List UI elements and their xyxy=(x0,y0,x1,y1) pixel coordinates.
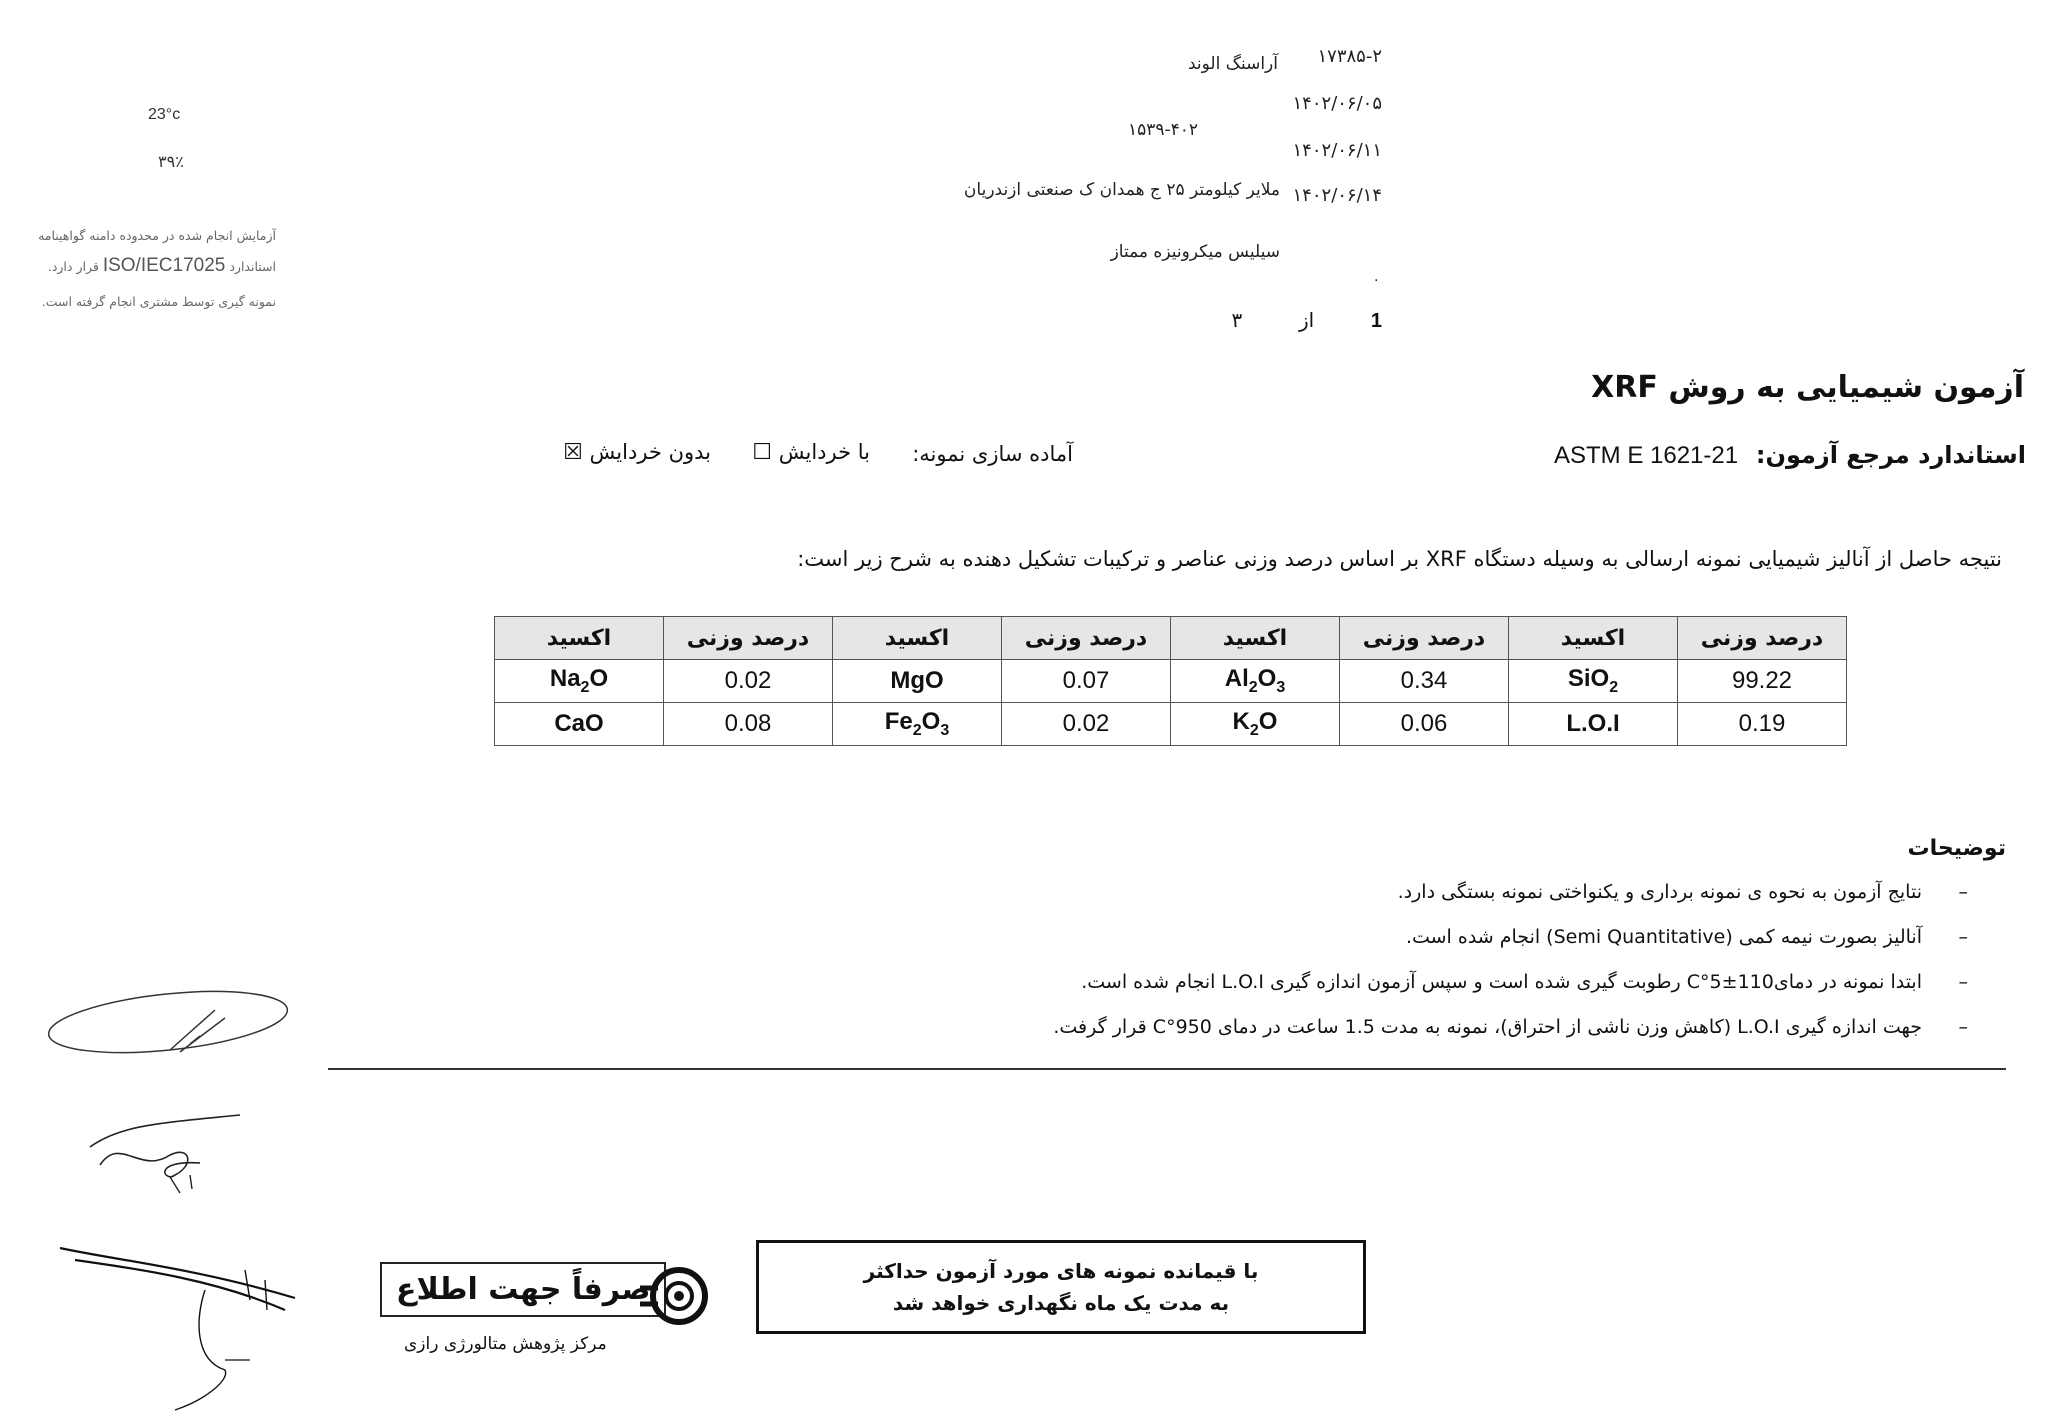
header-weight-percent: درصد وزنی xyxy=(664,617,833,660)
no-grinding-checkbox[interactable]: ☒ xyxy=(563,440,583,465)
notes-title: توضیحات xyxy=(1907,836,2006,861)
page-counter xyxy=(1231,308,1382,333)
list-item: – آنالیز بصورت نیمه کمی (Semi Quantitative) انجام شده است. xyxy=(1053,915,1968,960)
humidity: ۳۹٪ xyxy=(158,152,184,171)
divider xyxy=(328,1068,2006,1070)
oxide-cell: $Fe_2O_3$ xyxy=(833,703,1002,746)
prep-option-no-grinding[interactable] xyxy=(563,440,711,464)
header-weight-percent: درصد وزنی xyxy=(1002,617,1171,660)
standard-value: ASTM E 1621-21 xyxy=(1554,442,1739,469)
table-row xyxy=(495,660,1847,703)
intro-text: نتیجه حاصل از آنالیز شیمیایی نمونه ارسالی به وسیله دستگاه XRF بر اساس درصد وزنی عناصر و ترکیبات تشکیل دهنده به شرح زیر است: xyxy=(797,547,2002,571)
accreditation-notes xyxy=(6,224,276,314)
weight-percent-cell: 0.02 xyxy=(1002,703,1171,746)
oxide-cell: $Al_2O_3$ xyxy=(1171,660,1340,703)
standard-label: استاندارد مرجع آزمون: xyxy=(1755,441,2026,469)
oxide-cell: MgO xyxy=(833,660,1002,703)
accreditation-note-1: آزمایش انجام شده در محدوده دامنه گواهینامه xyxy=(38,228,276,243)
header-oxide: اکسید xyxy=(833,617,1002,660)
weight-percent-cell: 0.08 xyxy=(664,703,833,746)
retention-line-2: به مدت یک ماه نگهداری خواهد شد xyxy=(892,1291,1230,1315)
page-total: ۳ xyxy=(1231,308,1243,332)
header-oxide: اکسید xyxy=(1171,617,1340,660)
header-weight-percent: درصد وزنی xyxy=(1678,617,1847,660)
prep-label: آماده سازی نمونه: xyxy=(912,442,1073,466)
grinding-text: با خردایش xyxy=(778,440,870,464)
sampling-note: نمونه گیری توسط مشتری انجام گرفته است. xyxy=(41,293,276,309)
info-only-stamp: صرفاً جهت اطلاع xyxy=(380,1262,666,1317)
page-title: آزمون شیمیایی به روش XRF xyxy=(1591,370,2024,405)
signature-1 xyxy=(40,980,300,1070)
retention-notice xyxy=(756,1240,1366,1334)
temperature: 23°c xyxy=(148,106,181,123)
no-grinding-text: بدون خردایش xyxy=(589,440,711,464)
order-code: ۱۵۳۹-۴۰۲ xyxy=(1127,120,1198,140)
weight-percent-cell: 0.02 xyxy=(664,660,833,703)
sample-name: سیلیس میکرونیزه ممتاز xyxy=(1110,242,1280,262)
receive-date: ۱۴۰۲/۰۶/۱۱ xyxy=(1292,140,1382,161)
test-date: ۱۴۰۲/۰۶/۱۴ xyxy=(1292,185,1382,206)
header-oxide: اکسید xyxy=(1509,617,1678,660)
weight-percent-cell: 0.19 xyxy=(1678,703,1847,746)
oxide-cell: CaO xyxy=(495,703,664,746)
weight-percent-cell: 0.06 xyxy=(1340,703,1509,746)
iso-standard: ISO/IEC17025 xyxy=(102,254,226,276)
grinding-checkbox[interactable]: ☐ xyxy=(752,440,773,465)
report-number: ۱۷۳۸۵-۲ xyxy=(1317,46,1382,67)
weight-percent-cell: 0.34 xyxy=(1340,660,1509,703)
header-weight-percent: درصد وزنی xyxy=(1340,617,1509,660)
oxide-cell: L.O.I xyxy=(1509,703,1678,746)
list-item: – نتایج آزمون به نحوه ی نمونه برداری و یکنواختی نمونه بستگی دارد. xyxy=(1053,870,1968,915)
oxide-cell: $K_2O$ xyxy=(1171,703,1340,746)
list-item: – ابتدا نمونه در دمای110±5°C رطوبت گیری شده است و سپس آزمون اندازه گیری L.O.I انجام شده است. xyxy=(1053,960,1968,1005)
header-oxide: اکسید xyxy=(495,617,664,660)
retention-line-1: با قیمانده نمونه های مورد آزمون حداکثر xyxy=(863,1259,1259,1283)
results-table xyxy=(494,616,1847,746)
table-row xyxy=(495,703,1847,746)
institute-logo-icon xyxy=(636,1266,712,1326)
oxide-cell: SiO$_2$ xyxy=(1509,660,1678,703)
signature-2 xyxy=(80,1105,260,1205)
weight-percent-cell: 99.22 xyxy=(1678,660,1847,703)
blank-dot: ۰ xyxy=(1372,272,1380,288)
signature-3 xyxy=(55,1240,305,1415)
company-address: ملایر کیلومتر ۲۵ ج همدان ک صنعتی ازندریان xyxy=(963,180,1280,200)
page-current: 1 xyxy=(1370,310,1382,332)
oxide-cell: $Na_2O$ xyxy=(495,660,664,703)
list-item: – جهت اندازه گیری L.O.I (کاهش وزن ناشی از احتراق)، نمونه به مدت 1.5 ساعت در دمای 950°C قرار گرفت. xyxy=(1053,1005,1968,1050)
issue-date: ۱۴۰۲/۰۶/۰۵ xyxy=(1292,93,1382,114)
table-header-row xyxy=(495,617,1847,660)
weight-percent-cell: 0.07 xyxy=(1002,660,1171,703)
notes-list xyxy=(1053,870,1968,1050)
center-name: مرکز پژوهش متالورژی رازی xyxy=(404,1334,607,1354)
prep-option-grinding[interactable] xyxy=(752,440,870,464)
accreditation-note-2: استاندارد ISO/IEC17025 قرار دارد. xyxy=(47,254,276,276)
page-of: از xyxy=(1298,308,1315,332)
company-name: آراسنگ الوند xyxy=(1188,54,1278,74)
